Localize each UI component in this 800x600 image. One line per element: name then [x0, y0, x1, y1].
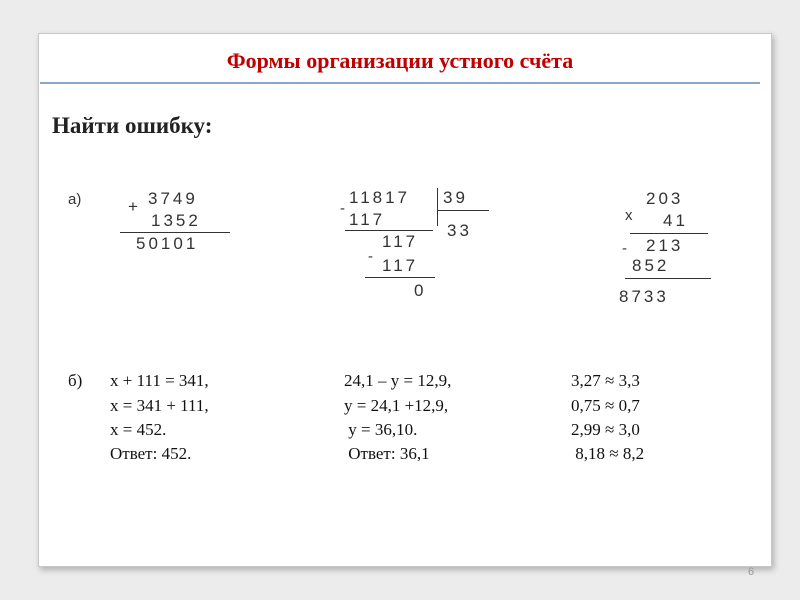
slide-title: Формы организации устного счёта [226, 48, 574, 73]
rounding-line-4: 8,18 ≈ 8,2 [571, 444, 645, 463]
addition-sign: + [128, 197, 141, 216]
division-quotient: 33 [447, 221, 472, 240]
addition-bottom-number: 1352 [151, 211, 201, 230]
division-line-1 [345, 230, 433, 231]
addition-top-number: 3749 [148, 189, 198, 208]
page-number: 6 [748, 566, 755, 578]
equation-1-line-2: x = 341 + 111, [110, 396, 209, 415]
division-minus-1: - [340, 200, 345, 217]
rounding-line-2: 0,75 ≈ 0,7 [571, 396, 640, 415]
division-remainder-1: 117 [382, 232, 419, 251]
multiplication-partial-2: 852 [632, 256, 670, 275]
multiplication-partial-1: 213 [646, 236, 684, 255]
equation-2-line-3: y = 36,10. [344, 420, 418, 439]
part-b-label: б) [68, 371, 83, 390]
multiplication-result: 8733 [619, 287, 669, 306]
division-dividend: 11817 [349, 188, 411, 207]
addition-result: 50101 [136, 234, 199, 253]
division-divisor: 39 [443, 188, 468, 207]
task-heading: Найти ошибку: [52, 113, 213, 138]
rounding-line-3: 2,99 ≈ 3,0 [571, 420, 640, 439]
equation-1-line-3: x = 452. [110, 420, 167, 439]
title-underline [40, 82, 760, 84]
division-remainder-2: 0 [414, 281, 427, 300]
multiplication-minus: - [622, 240, 627, 257]
division-divisor-line [437, 210, 489, 211]
division-line-2 [365, 277, 435, 278]
rounding-line-1: 3,27 ≈ 3,3 [571, 371, 640, 390]
multiplication-bottom-number: 41 [663, 211, 688, 230]
equation-1-line-1: x + 111 = 341, [110, 371, 209, 390]
division-minus-2: - [368, 248, 373, 265]
multiplication-line-2 [625, 278, 711, 279]
division-vertical-line [437, 188, 438, 226]
division-subtrahend-1: 117 [349, 210, 386, 229]
equation-1-answer: Ответ: 452. [110, 444, 192, 463]
equation-2-line-2: y = 24,1 +12,9, [344, 396, 449, 415]
part-a-label: а) [68, 191, 82, 208]
multiplication-sign: x [625, 207, 633, 224]
equation-2-line-1: 24,1 – y = 12,9, [344, 371, 452, 390]
addition-line [120, 232, 230, 233]
multiplication-line-1 [630, 233, 708, 234]
equation-2-answer: Ответ: 36,1 [344, 444, 430, 463]
division-subtrahend-2: 117 [382, 256, 419, 275]
multiplication-top-number: 203 [646, 189, 684, 208]
